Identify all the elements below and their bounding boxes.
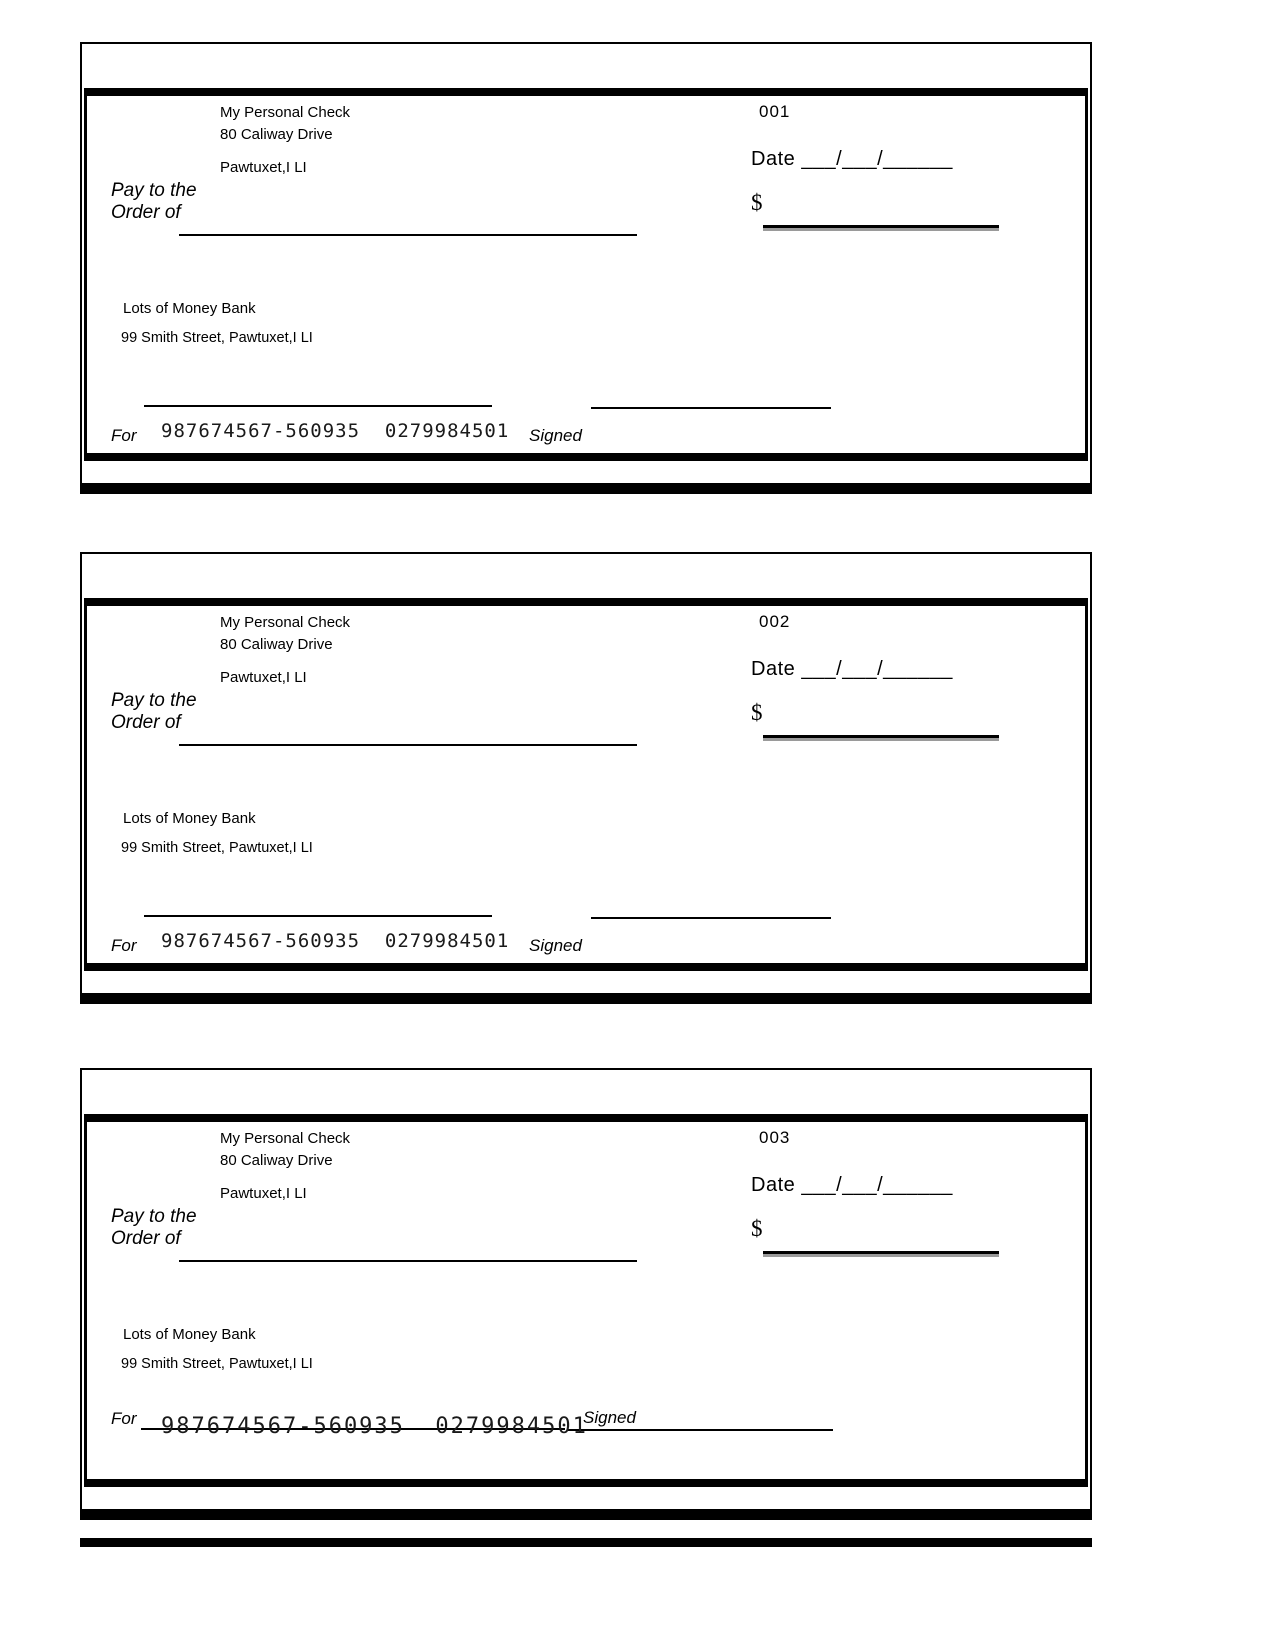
- payer-block: [220, 102, 350, 179]
- pay-to-order-label: Pay to the Order of: [111, 690, 197, 733]
- pay-to-order-label: Pay to the Order of: [111, 1206, 197, 1249]
- check-number: 002: [759, 612, 791, 631]
- check-number: 003: [759, 1128, 791, 1147]
- check-002: [80, 552, 1092, 1004]
- amount-line: [763, 225, 999, 228]
- page-bottom-rule: [80, 1538, 1092, 1547]
- bank-name: Lots of Money Bank: [123, 810, 256, 827]
- dollar-sign: $: [751, 700, 763, 725]
- micr-number: 987674567-560935 0279984501: [161, 1414, 588, 1439]
- bank-address: 99 Smith Street, Pawtuxet,I LI: [121, 1356, 313, 1372]
- signature-line: [591, 407, 831, 409]
- date-line: [751, 1174, 953, 1197]
- payer-block: [220, 612, 350, 689]
- date-label: Date: [751, 1174, 796, 1196]
- date-blank: ___/___/______: [801, 1174, 953, 1196]
- for-label: For: [111, 936, 137, 955]
- bank-address: 99 Smith Street, Pawtuxet,I LI: [121, 330, 313, 346]
- check-body: [84, 1114, 1088, 1487]
- amount-line: [763, 1251, 999, 1254]
- check-001: [80, 42, 1092, 494]
- signature-line: [567, 1429, 833, 1431]
- bank-address: 99 Smith Street, Pawtuxet,I LI: [121, 840, 313, 856]
- payer-block: [220, 1128, 350, 1205]
- signed-label: Signed: [529, 936, 582, 955]
- payer-name: My Personal Check: [220, 614, 351, 631]
- payee-line: [179, 1260, 637, 1262]
- bank-name: Lots of Money Bank: [123, 300, 256, 317]
- for-label: For: [111, 426, 137, 445]
- payee-line: [179, 234, 637, 236]
- date-line: [751, 658, 953, 681]
- micr-number: 987674567-560935 0279984501: [161, 420, 510, 442]
- dollar-sign: $: [751, 1216, 763, 1241]
- date-blank: ___/___/______: [801, 148, 953, 170]
- payer-address: 80 Caliway Drive: [220, 126, 333, 143]
- payer-name: My Personal Check: [220, 1130, 351, 1147]
- for-label: For: [111, 1409, 137, 1428]
- payer-address: 80 Caliway Drive: [220, 1152, 333, 1169]
- date-blank: ___/___/______: [801, 658, 953, 680]
- check-number: 001: [759, 102, 791, 121]
- check-body: [84, 88, 1088, 461]
- date-label: Date: [751, 658, 796, 680]
- memo-line: [144, 405, 492, 407]
- date-label: Date: [751, 148, 796, 170]
- dollar-sign: $: [751, 190, 763, 215]
- micr-number: 987674567-560935 0279984501: [161, 930, 510, 952]
- bank-name: Lots of Money Bank: [123, 1326, 256, 1343]
- date-line: [751, 148, 953, 171]
- payer-city: Pawtuxet,I LI: [220, 669, 307, 686]
- signature-line: [591, 917, 831, 919]
- check-body: [84, 598, 1088, 971]
- amount-line: [763, 735, 999, 738]
- memo-line: [144, 915, 492, 917]
- check-003: [80, 1068, 1092, 1520]
- signed-label: Signed: [529, 426, 582, 445]
- signed-label: Signed: [583, 1408, 636, 1427]
- payer-city: Pawtuxet,I LI: [220, 159, 307, 176]
- payee-line: [179, 744, 637, 746]
- payer-city: Pawtuxet,I LI: [220, 1185, 307, 1202]
- payer-address: 80 Caliway Drive: [220, 636, 333, 653]
- payer-name: My Personal Check: [220, 104, 351, 121]
- pay-to-order-label: Pay to the Order of: [111, 180, 197, 223]
